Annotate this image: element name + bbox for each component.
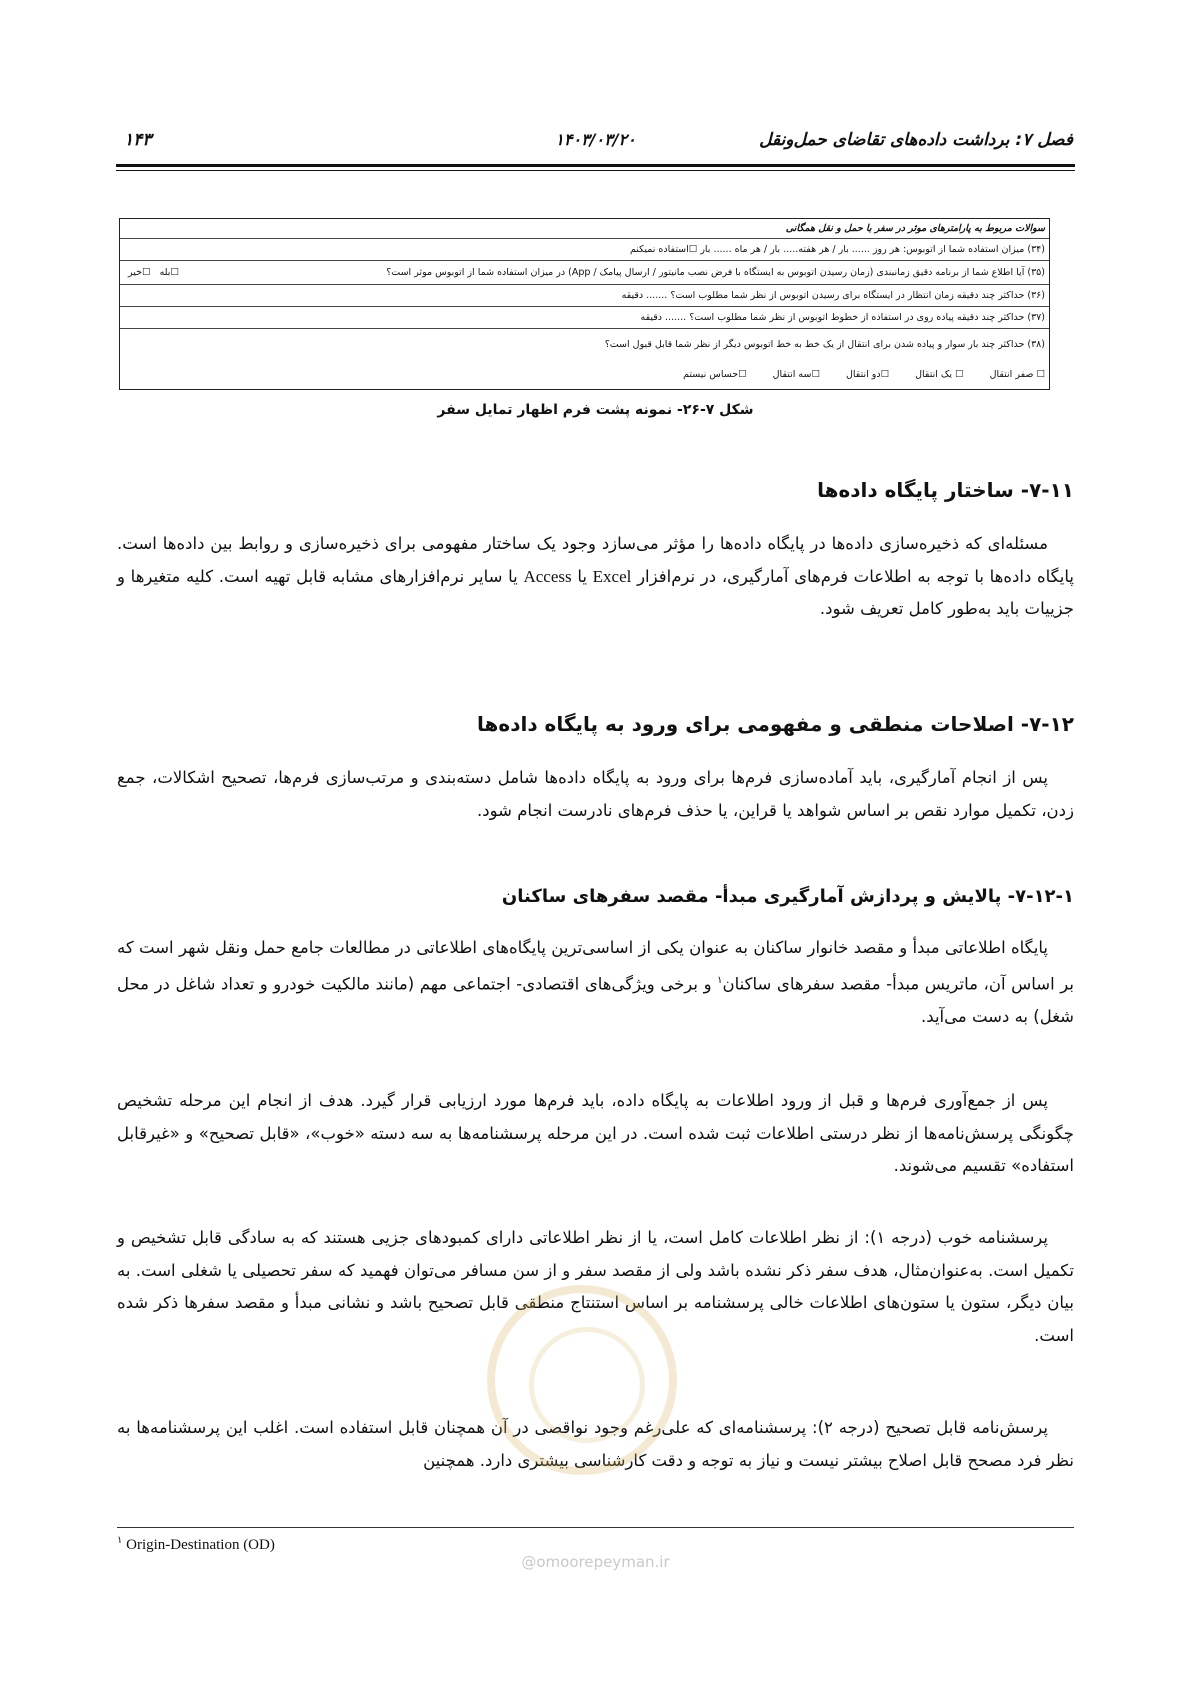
paragraph-text: پایگاه اطلاعاتی مبدأ و مقصد خانوار ساکنان به عنوان یکی از اساسی‌ترین پایگاه‌های اطلاعاتی در مطالعات جامع حمل ونقل شهر است که بر اساس آن، ماتریس مبدأ- مقصد سفرهای ساکنان — [117, 938, 1074, 993]
form-question-38 — [120, 329, 1049, 389]
form-question-37: (۳۷) حداکثر چند دقیقه پیاده روی در استفاده از خطوط اتوبوس از نظر شما مطلوب است؟ ....... دقیقه — [120, 307, 1049, 329]
footnote-text: Origin-Destination (OD) — [126, 1537, 275, 1553]
form-question-38-options — [683, 369, 1045, 380]
option-zero-transfer: ☐ صفر انتقال — [989, 368, 1045, 380]
page-number: ۱۴۳ — [124, 130, 152, 150]
chapter-title: فصل ۷: برداشت داده‌های تقاضای حمل‌ونقل — [759, 130, 1073, 150]
footnote — [117, 1535, 275, 1554]
section-7-12-1-paragraph-1 — [117, 932, 1074, 1033]
paragraph-text: یا سایر نرم‌افزارهای مشابه قابل تهیه است. کلیه متغیرها و جزییات باید به‌طور کامل تعریف شود. — [117, 566, 1074, 618]
form-question-35 — [120, 261, 1049, 285]
paragraph-text: و برخی ویژگی‌های اقتصادی- اجتماعی مهم (مانند مالکیت خودرو و تعداد شاغل در محل شغل) به دست می‌آید. — [117, 974, 1074, 1026]
term-excel: Excel — [592, 566, 632, 586]
figure-form — [119, 218, 1050, 390]
form-question-36: (۳۶) حداکثر چند دقیقه زمان انتظار در ایستگاه برای رسیدن اتوبوس از نظر شما مطلوب است؟ ....... دقیقه — [120, 285, 1049, 307]
form-question-34: (۳۴) میزان استفاده شما از اتوبوس: هر روز ...... بار / هر هفته..... بار / هر ماه ...... بار ☐استفاده نمیکنم — [120, 239, 1049, 261]
section-7-12-1-paragraph-2: پس از جمع‌آوری فرم‌ها و قبل از ورود اطلاعات به پایگاه داده، باید فرم‌ها مورد ارزیابی قرار گیرد. هدف از انجام این مرحله تشخیص چگونگی پرسش‌نامه‌ها از نظر درستی اطلاعات ثبت شده است. در این مرحله پرسشنامه‌ها به سه دسته «خوب»، «قابل تصحیح» و «غیرقابل استفاده» تقسیم می‌شوند. — [117, 1091, 1074, 1175]
section-heading-7-12-1: ۷-۱۲-۱- پالایش و پردازش آمارگیری مبدأ- مقصد سفرهای ساکنان — [501, 886, 1074, 907]
header-rule-thick — [116, 164, 1075, 167]
figure-caption: شکل ۷-۲۶- نمونه پشت فرم اظهار تمایل سفر — [437, 402, 754, 418]
option-two-transfer: ☐دو انتقال — [845, 368, 890, 380]
option-no: ☐خیر — [128, 267, 151, 278]
footnote-marker: ۱ — [717, 974, 723, 986]
watermark-seal — [487, 1285, 677, 1475]
header-date: ۱۴۰۳/۰۳/۲۰ — [555, 130, 636, 149]
term-access: Access — [523, 566, 572, 586]
watermark-text: @omoorepeyman.ir — [521, 1553, 670, 1571]
footnote-rule — [117, 1527, 1074, 1528]
section-7-12-1-paragraph-4: پرسش‌نامه قابل تصحیح (درجه ۲): پرسشنامه‌ای که علی‌رغم وجود نواقصی در آن همچنان قابل استفاده است. اغلب این پرسشنامه‌ها به نظر فرد مصحح قابل اصلاح بیشتر نیست و نیاز به توجه و دقت کارشناسی بیشتری دارد. همچنین — [117, 1418, 1074, 1470]
option-one-transfer: ☐ یک انتقال — [915, 368, 964, 380]
section-7-12-1-paragraph-3: پرسشنامه خوب (درجه ۱): از نظر اطلاعات کامل است، یا از نظر اطلاعاتی دارای کمبودهای جزیی هستند که به سادگی قابل تشخیص و تکمیل است. به‌عنوان‌مثال، هدف سفر ذکر نشده باشد ولی از مقصد سفر و از سن مسافر می‌توان فهمید که سفر تحصیلی یا شغلی است. به بیان دیگر، ستون یا ستون‌های اطلاعات خالی پرسشنامه بر اساس استنتاج منطقی قابل تصحیح باشد و نشانی مبدأ و مقصد سفرها ذکر شده است. — [117, 1228, 1074, 1345]
form-heading: سوالات مربوط به پارامترهای موثر در سفر با حمل و نقل همگانی — [120, 219, 1049, 239]
option-yes: ☐بله — [159, 267, 179, 278]
footnote-number: ۱ — [117, 1535, 123, 1546]
section-7-12-paragraph: پس از انجام آمارگیری، باید آماده‌سازی فرم‌ها برای ورود به پایگاه داده‌ها شامل دسته‌بندی و مرتب‌سازی فرم‌ها، تصحیح اشکالات، جمع زدن، تکمیل موارد نقص بر اساس شواهد یا قراین، یا حذف فرم‌های نادرست انجام شود. — [117, 768, 1074, 820]
section-heading-7-11: ۷-۱۱- ساختار پایگاه داده‌ها — [817, 478, 1074, 502]
paragraph-text: مسئله‌ای که ذخیره‌سازی داده‌ها در پایگاه داده‌ها را مؤثر می‌سازد وجود یک ساختار مفهومی برای ذخیره‌سازی و روابط بین داده‌ها است. پایگاه داده‌ها با توجه به اطلاعات فرم‌های آمارگیری، در نرم‌افزار — [117, 534, 1074, 586]
header-rule-thin — [116, 170, 1075, 171]
form-question-35-text: (۳۵) آیا اطلاع شما از برنامه دقیق زمانبندی (زمان رسیدن اتوبوس به ایستگاه با فرض نصب مانیتور / ارسال پیامک / App) در میزان استفاده شما از اتوبوس موثر است؟ — [386, 267, 1045, 278]
form-question-38-text: (۳۸) حداکثر چند بار سوار و پیاده شدن برای انتقال از یک خط به خط اتوبوس دیگر از نظر شما قابل قبول است؟ — [604, 338, 1045, 350]
option-three-transfer: ☐سه انتقال — [772, 368, 820, 380]
section-heading-7-12: ۷-۱۲- اصلاحات منطقی و مفهومی برای ورود به پایگاه داده‌ها — [477, 712, 1074, 736]
paragraph-text: یا — [577, 566, 587, 586]
running-header — [118, 130, 1073, 160]
option-not-sensitive: ☐حساس نیستم — [683, 368, 747, 380]
form-question-35-options — [120, 267, 179, 278]
section-7-11-paragraph — [117, 528, 1074, 626]
